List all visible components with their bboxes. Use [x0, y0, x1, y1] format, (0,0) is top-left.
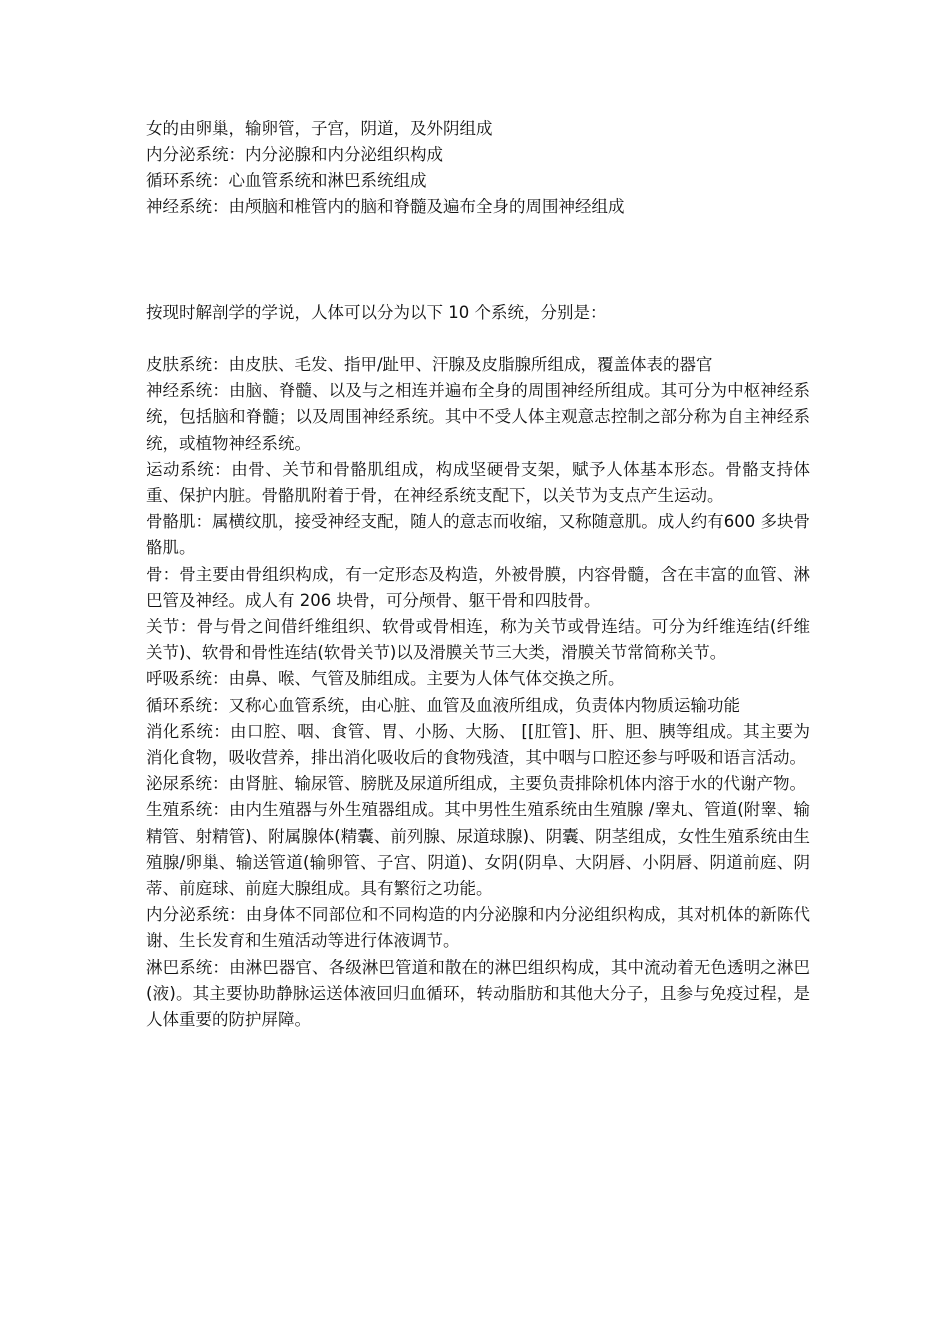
paragraph-circulatory-system: 循环系统：又称心血管系统，由心脏、血管及血液所组成，负责体内物质运输功能: [146, 695, 740, 715]
paragraph-endocrine-system: 内分泌系统：由身体不同部位和不同构造的内分泌腺和内分泌组织构成，其对机体的新陈代谢、生长发育和生殖活动等进行体液调节。: [146, 905, 810, 951]
paragraph-skin-system: 皮肤系统：由皮肤、毛发、指甲/趾甲、汗腺及皮脂腺所组成，覆盖体表的器官: [146, 355, 713, 374]
paragraph-reproductive-system: 生殖系统：由内生殖器与外生殖器组成。其中男性生殖系统由生殖腺 /睾丸、管道(附睾、输精管、射精管)、附属腺体(精囊、前列腺、尿道球腺)、阴囊、阴茎组成，女性生殖系统由生殖腺/卵巢、输送管道(输卵管、子宫、阴道)、女阴(阴阜、大阴唇、小阴唇、阴道前庭、阴蒂、前庭球、前庭大腺组成。具有繁衍之功能。: [146, 800, 810, 899]
systems-list: [146, 352, 810, 1033]
paragraph-respiratory-system: 呼吸系统：由鼻、喉、气管及肺组成。主要为人体气体交换之所。: [146, 669, 625, 689]
text-line-nervous: 神经系统：由颅脑和椎管内的脑和脊髓及遍布全身的周围神经组成: [146, 197, 625, 216]
paragraph-bone: 骨：骨主要由骨组织构成，有一定形态及构造，外被骨膜，内容骨髓，含在丰富的血管、淋巴管及神经。成人有 206 块骨，可分颅骨、躯干骨和四肢骨。: [146, 564, 810, 610]
text-line-endocrine: 内分泌系统：内分泌腺和内分泌组织构成: [146, 145, 443, 164]
paragraph-digestive-system: 消化系统：由口腔、咽、食管、胃、小肠、大肠、 [[肛管]、肝、胆、胰等组成。其主要为消化食物，吸收营养，排出消化吸收后的食物残渣，其中咽与口腔还参与呼吸和语言活动。: [146, 721, 810, 768]
paragraph-urinary-system: 泌尿系统：由肾脏、输尿管、膀胱及尿道所组成，主要负责排除机体内溶于水的代谢产物。: [146, 774, 806, 794]
paragraph-lymphatic-system: 淋巴系统：由淋巴器官、各级淋巴管道和散在的淋巴组织构成，其中流动着无色透明之淋巴(液)。其主要协助静脉运送体液回归血循环，转动脂肪和其他大分子，且参与免疫过程，是人体重要的防护屏障。: [146, 957, 810, 1030]
text-line-circulatory: 循环系统：心血管系统和淋巴系统组成: [146, 171, 427, 190]
top-text-block: [146, 116, 818, 220]
intro-sentence: 按现时解剖学的学说，人体可以分为以下 10 个系统，分别是：: [146, 303, 607, 322]
paragraph-joint: 关节：骨与骨之间借纤维组织、软骨或骨相连，称为关节或骨连结。可分为纤维连结(纤维关节)、软骨和骨性连结(软骨关节)以及滑膜关节三大类，滑膜关节常简称关节。: [146, 617, 810, 663]
paragraph-motor-system: 运动系统：由骨、关节和骨骼肌组成，构成坚硬骨支架，赋予人体基本形态。骨骼支持体重、保护内脏。骨骼肌附着于骨，在神经系统支配下，以关节为支点产生运动。: [146, 459, 810, 506]
paragraph-nervous-system: 神经系统：由脑、脊髓、以及与之相连并遍布全身的周围神经所组成。其可分为中枢神经系统，包括脑和脊髓；以及周围神经系统。其中不受人体主观意志控制之部分称为自主神经系统，或植物神经系统。: [146, 381, 810, 453]
text-line-female-reproductive: 女的由卵巢，输卵管，子宫，阴道，及外阴组成: [146, 119, 493, 138]
paragraph-skeletal-muscle: 骨骼肌：属横纹肌，接受神经支配，随人的意志而收缩，又称随意肌。成人约有600 多块骨骼肌。: [146, 512, 810, 558]
